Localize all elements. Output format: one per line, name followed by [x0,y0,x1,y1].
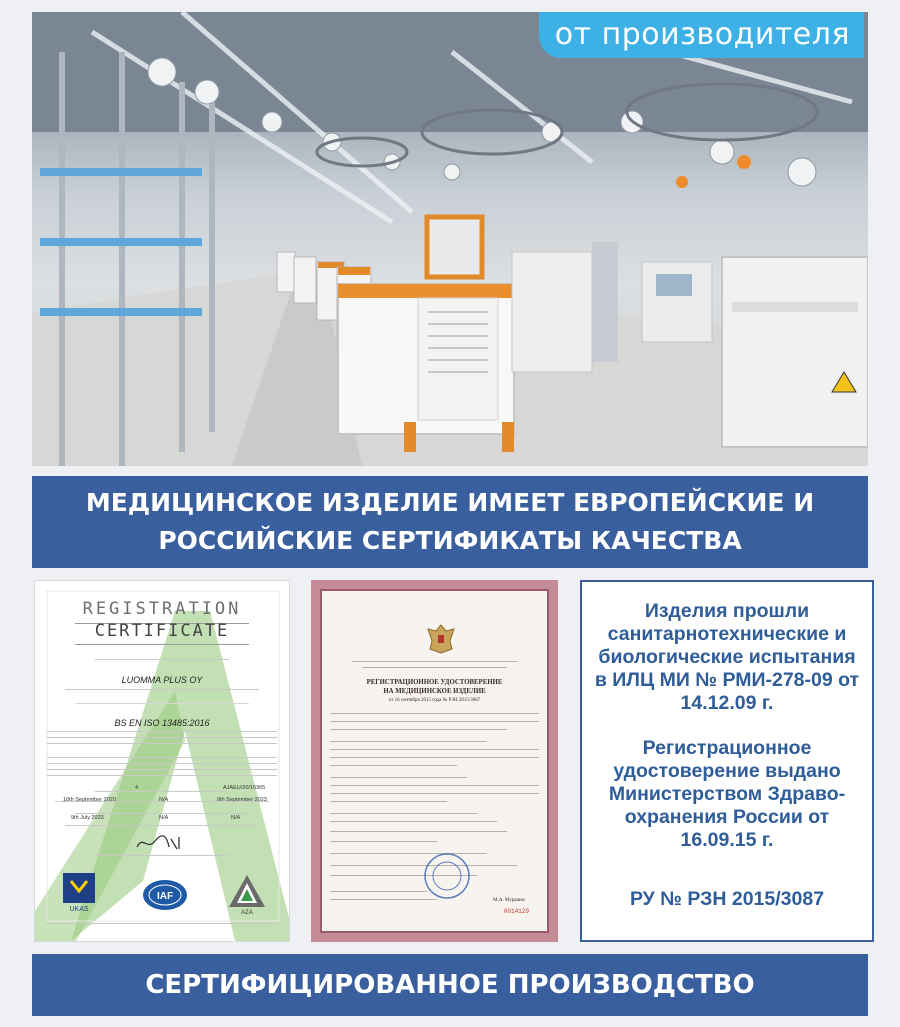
cert-date-valid: 9th July 2023 [71,815,104,821]
tests-info-text: Изделия прошли санитарнотехнические и биологические испытания в ИЛЦ МИ № РМИ-278-09 от 14.12.09 г. [594,600,860,714]
manufacturer-tag: от производителя [539,12,864,58]
cert-company-name: LUOMMA PLUS OY [121,675,203,685]
ru-cert-title-line-1: РЕГИСТРАЦИОННОЕ УДОСТОВЕРЕНИЕ [366,679,503,686]
registration-number-text: РУ № РЗН 2015/3087 [629,888,825,910]
ru-cert-title-line-2: НА МЕДИЦИНСКОЕ ИЗДЕЛИЕ [383,688,486,695]
cert-na-2: N/A [159,815,169,821]
cert-number: AJAEU/20/16365 [223,785,266,791]
cert-certificate-word: CERTIFICATE [94,621,230,641]
cert-num: 4 [135,785,139,791]
cert-date-issued: 10th September 2020 [63,797,116,803]
cert-standard: BS EN ISO 13485:2016 [114,718,210,728]
aza-logo-icon [227,873,267,915]
certification-info-box [580,580,874,942]
cert-date-expiry: 9th September 2023 [217,797,267,803]
banner-line-2: РОССИЙСКИЕ СЕРТИФИКАТЫ КАЧЕСТВА [158,526,742,555]
aza-logo-text: AZA [241,910,253,915]
registration-info-text: Регистрационное удостоверение выдано Министерством Здраво-охранения России от 16.09.15 г. [608,737,846,851]
ru-cert-form-number: 0014129 [503,908,529,915]
cert-na-3: N/A [231,815,241,821]
factory-photo [32,12,868,466]
official-stamp-icon [422,851,472,901]
russian-coat-of-arms-icon [426,621,456,655]
russian-registration-certificate-image [311,580,558,942]
registration-certificate-image [34,580,290,942]
cert-registration-word: REGISTRATION [82,599,242,619]
ru-cert-date: от 16 сентября 2015 года № РЗН 2015/3087 [388,698,481,703]
banner-line-1: МЕДИЦИНСКОЕ ИЗДЕЛИЕ ИМЕЕТ ЕВРОПЕЙСКИЕ И [85,488,815,517]
iaf-logo-icon [141,877,189,913]
ukas-logo-icon [61,871,97,915]
factory-illustration [32,12,868,466]
ukas-logo-text: UKAS [69,906,89,913]
cert-na-1: N/A [159,797,169,803]
ru-cert-signer: М.А. Мурашко [493,898,525,903]
quality-certificates-banner [32,476,868,568]
iaf-logo-text: IAF [156,891,174,902]
signature-icon [133,833,193,853]
certified-production-banner: СЕРТИФИЦИРОВАННОЕ ПРОИЗВОДСТВО [32,954,868,1016]
